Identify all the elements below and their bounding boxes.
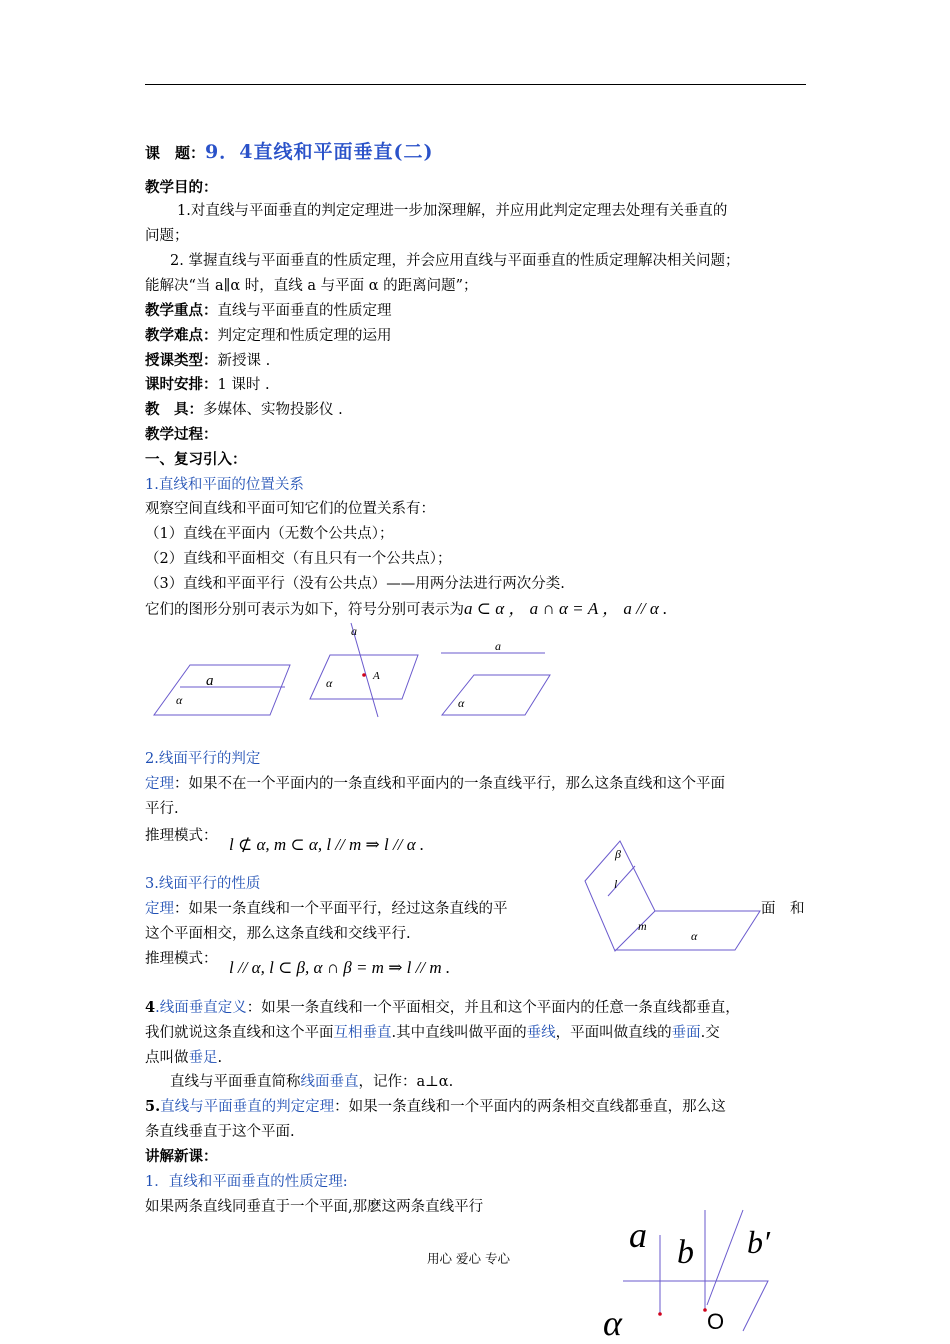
key-point-value: 直线与平面垂直的性质定理 xyxy=(217,303,392,319)
section-2-def-line1 xyxy=(145,774,725,794)
key-point-label: 教学重点： xyxy=(145,302,218,319)
page-title xyxy=(145,142,433,164)
s4-2a: 我们就说这条直线和这个平面 xyxy=(145,1025,334,1041)
section-5-line2: 条直线垂直于这个平面. xyxy=(145,1124,295,1140)
s4-2e: ，平面叫做直线的 xyxy=(555,1025,672,1041)
objectives-heading: 教学目的： xyxy=(145,179,218,196)
section-2-def-text: ：如果不在一个平面内的一条直线和平面内的一条直线平行，那么这条直线和这个平面 xyxy=(174,776,725,792)
section-2-def-line2: 平行. xyxy=(145,801,179,817)
symbols-math: a ⊂ α ， a ∩ α = A ， a // α . xyxy=(464,599,668,618)
lesson-type-row xyxy=(145,351,270,371)
tools-label: 教 具： xyxy=(145,401,203,418)
s4-2d: 垂线 xyxy=(526,1025,556,1041)
hours-label: 课时安排： xyxy=(145,376,218,393)
tools-row xyxy=(145,400,343,420)
review-heading: 一、复习引入： xyxy=(145,451,247,468)
position-figures xyxy=(140,615,560,730)
section-1-case-3: （3）直线和平面平行（没有公共点）——用两分法进行两次分类. xyxy=(145,576,565,592)
fig5-o-label: O xyxy=(707,1309,725,1334)
objective-1-line2: 问题； xyxy=(145,228,189,244)
fig5-foot-a xyxy=(658,1312,662,1316)
fig1-plane xyxy=(154,665,290,715)
section-3-def-line2: 这个平面相交，那么这条直线和交线平行. xyxy=(145,926,411,942)
fig4-plane-alpha xyxy=(615,911,760,950)
section-4-num: 4 xyxy=(145,999,156,1016)
symbols-text: 它们的图形分别可表示为如下，符号分别可表示为 xyxy=(145,602,464,618)
fig2-plane-label: α xyxy=(326,676,333,690)
fig1-line-label: a xyxy=(206,673,214,689)
section-5-text1: ：如果一条直线和一个平面内的两条相交直线都垂直，那么这 xyxy=(334,1099,726,1115)
objective-2-line2: 能解决“当 a∥α 时，直线 a 与平面 α 的距离问题”； xyxy=(145,278,478,294)
section-2-def-label: 定理 xyxy=(145,776,174,792)
lesson-type-label: 授课类型： xyxy=(145,352,218,369)
section-5-num: 5. xyxy=(145,1098,161,1115)
perpendicular-lines-figure xyxy=(595,1205,780,1341)
difficulty-label: 教学难点： xyxy=(145,327,218,344)
fig5-line-bprime xyxy=(707,1210,743,1305)
section-5-term: 直线与平面垂直的判定定理 xyxy=(160,1099,335,1115)
s4-3c: . xyxy=(217,1050,223,1066)
fig5-b-label: b xyxy=(677,1234,694,1271)
section-3-def-label: 定理 xyxy=(145,901,174,917)
fig1-plane-label: α xyxy=(176,693,183,707)
tools-value: 多媒体、实物投影仪 . xyxy=(203,402,343,418)
section-3-def-line1 xyxy=(145,899,508,919)
section-5-line1 xyxy=(145,1097,726,1117)
key-point-row xyxy=(145,301,392,321)
s4-3b: 垂足 xyxy=(188,1050,218,1066)
section-1-title: 1.直线和平面的位置关系 xyxy=(145,477,304,493)
objective-2-line1: 2. 掌握直线与平面垂直的性质定理，并会应用直线与平面垂直的性质定理解决相关问题； xyxy=(170,253,740,269)
fig4-l-label: l xyxy=(614,877,618,891)
section-3-def-tail: 面 和 xyxy=(761,901,805,917)
fig4-m-label: m xyxy=(638,919,647,933)
section-4-line2 xyxy=(145,1023,720,1043)
theorem-1-title: 1．直线和平面垂直的性质定理: xyxy=(145,1174,348,1190)
fig4-line-l xyxy=(608,866,635,896)
section-4-term: .线面垂直定义 xyxy=(155,1000,247,1016)
page-footer: 用心 爱心 专心 xyxy=(427,1251,510,1266)
fig2-point xyxy=(362,673,366,677)
fig3-plane-label: α xyxy=(458,696,465,710)
section-3-def-text: ：如果一条直线和一个平面平行，经过这条直线的平 xyxy=(174,901,508,917)
fig3-line-label: a xyxy=(495,639,501,653)
s4-2c: .其中直线叫做平面的 xyxy=(391,1025,527,1041)
section-4-text1: ：如果一条直线和一个平面相交，并且和这个平面内的任意一条直线都垂直， xyxy=(246,1000,740,1016)
s4-2b: 互相垂直 xyxy=(333,1025,392,1041)
s4-4c: ，记作：a⊥α. xyxy=(358,1074,454,1090)
s4-2f: 垂面 xyxy=(671,1025,701,1041)
fig5-a-label: a xyxy=(629,1215,647,1255)
section-1-case-2: （2）直线和平面相交（有且只有一个公共点）； xyxy=(145,551,452,567)
process-label: 教学过程： xyxy=(145,426,218,443)
section-1-intro: 观察空间直线和平面可知它们的位置关系有： xyxy=(145,501,435,517)
hours-value: 1 课时 . xyxy=(217,377,270,393)
fig5-plane xyxy=(623,1281,768,1331)
hours-row xyxy=(145,375,270,395)
fig5-alpha-label: α xyxy=(603,1303,622,1341)
section-3-title: 3.线面平行的性质 xyxy=(145,876,261,892)
new-lesson-heading: 讲解新课： xyxy=(145,1148,218,1165)
section-1-case-1: （1）直线在平面内（无数个公共点）； xyxy=(145,526,394,542)
theorem-1-statement: 如果两条直线同垂直于一个平面,那麽这两条直线平行 xyxy=(145,1199,484,1215)
fig2-line-label: a xyxy=(351,624,357,638)
s4-4b: 线面垂直 xyxy=(300,1074,359,1090)
title-label: 课 题： xyxy=(145,144,206,162)
section-3-mode-label: 推理模式： xyxy=(145,951,218,967)
title-text: 9．4直线和平面垂直(二) xyxy=(205,141,434,163)
lesson-type-value: 新授课 . xyxy=(217,353,271,369)
fig4-beta-label: β xyxy=(615,847,621,861)
fig5-bprime-label: b′ xyxy=(747,1224,770,1260)
s4-2g: .交 xyxy=(700,1025,720,1041)
section-2-mode-label: 推理模式： xyxy=(145,828,218,844)
section-4-line4 xyxy=(170,1072,453,1092)
fig4-alpha-label: α xyxy=(691,929,698,943)
section-3-mode-math: l // α, l ⊂ β, α ∩ β = m ⇒ l // m . xyxy=(229,958,451,977)
s4-3a: 点叫做 xyxy=(145,1050,189,1066)
difficulty-value: 判定定理和性质定理的运用 xyxy=(217,328,392,344)
section-2-title: 2.线面平行的判定 xyxy=(145,751,261,767)
s4-4a: 直线与平面垂直简称 xyxy=(170,1074,301,1090)
section-2-mode-math: l ⊄ α, m ⊂ α, l // m ⇒ l // α . xyxy=(229,835,425,854)
intersecting-planes-figure xyxy=(580,836,770,956)
difficulty-row xyxy=(145,326,392,346)
fig2-point-label: A xyxy=(373,670,380,682)
section-4-line3 xyxy=(145,1048,222,1068)
objective-1-line1: 1.对直线与平面垂直的判定定理进一步加深理解，并应用此判定定理去处理有关垂直的 xyxy=(177,203,728,219)
section-4-line1 xyxy=(145,998,740,1018)
header-rule xyxy=(145,84,806,85)
